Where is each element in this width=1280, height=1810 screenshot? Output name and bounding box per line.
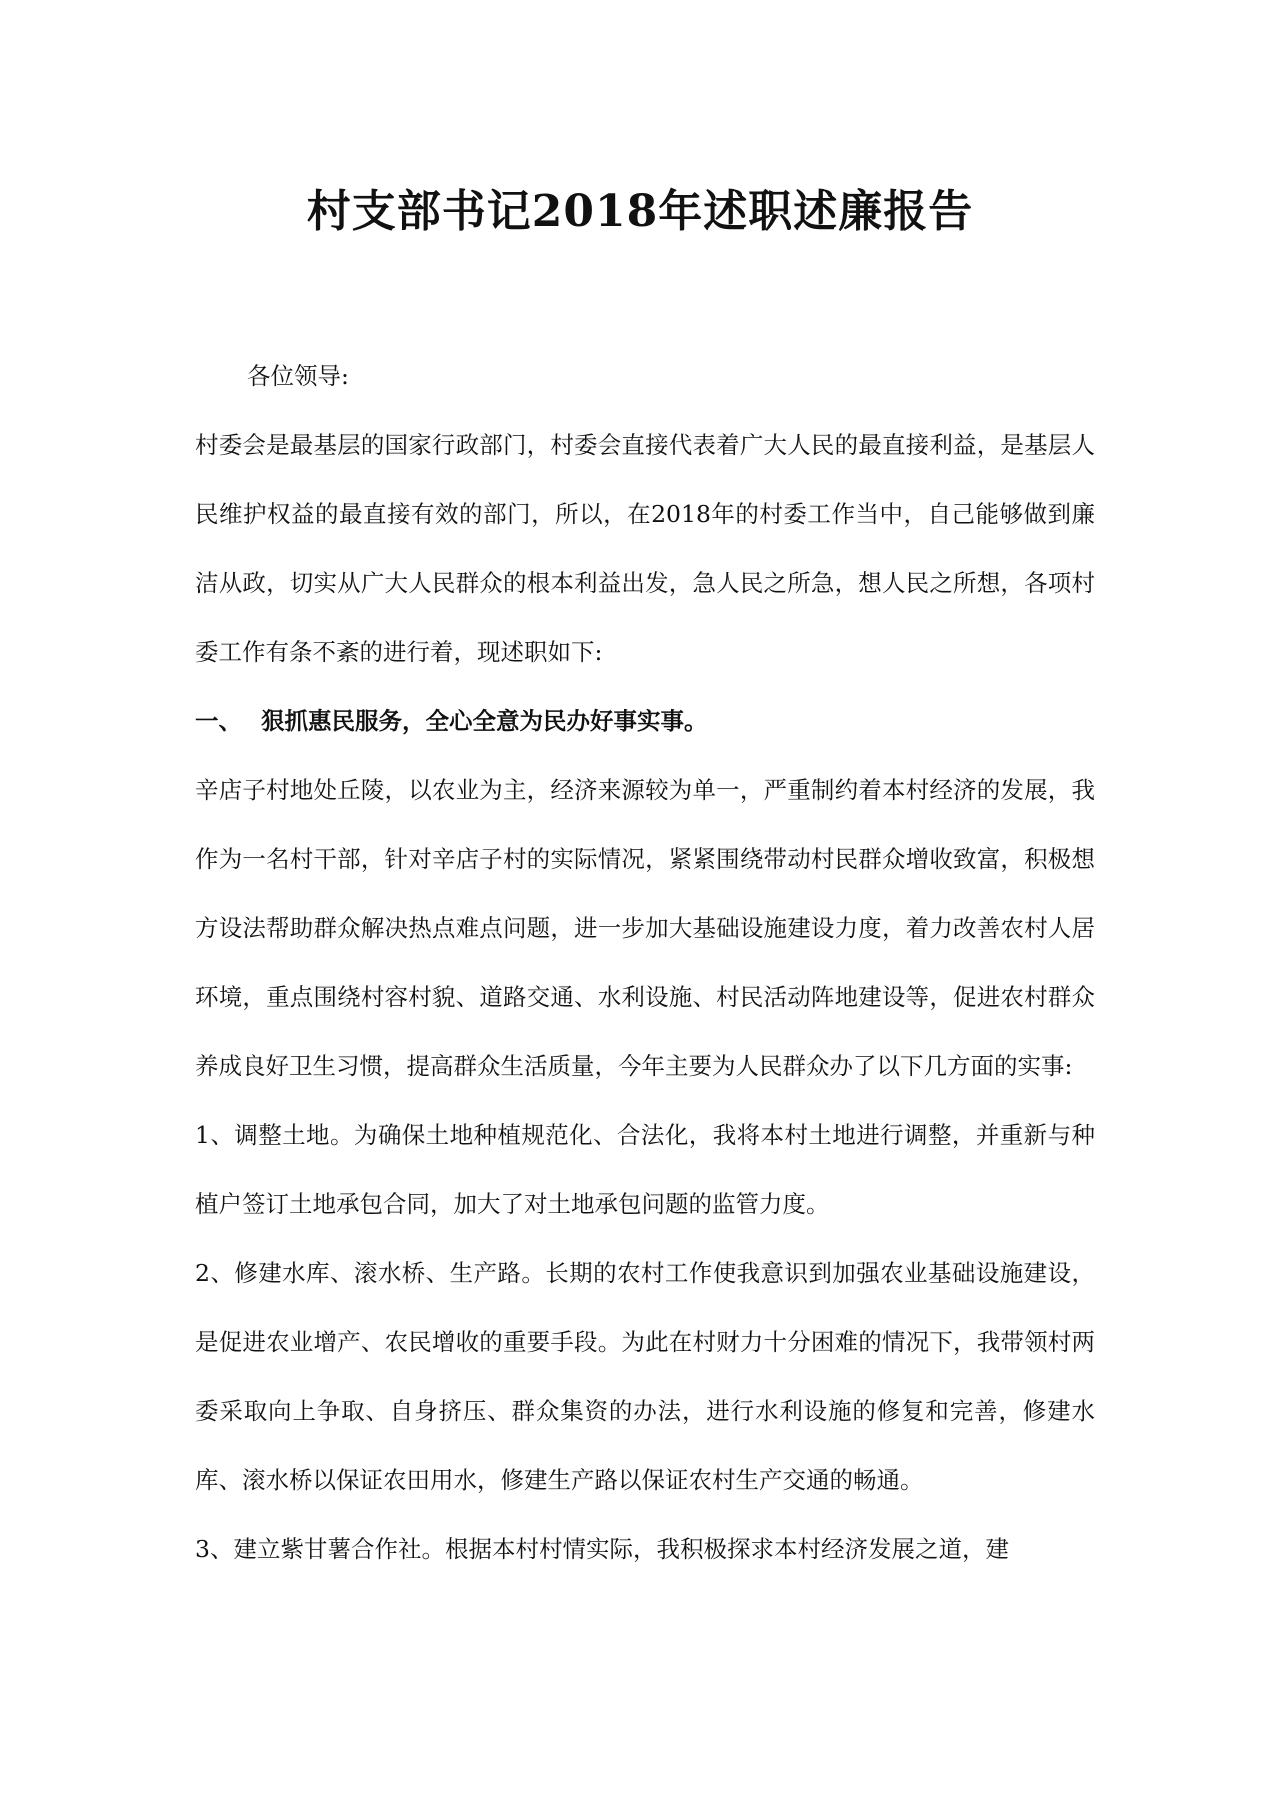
document-title: 村支部书记2018年述职述廉报告 bbox=[306, 186, 974, 237]
intro-paragraph: 村委会是最基层的国家行政部门，村委会直接代表着广大人民的最直接利益，是基层人民维护权益的最直接有效的部门，所以，在2018年的村委工作当中，自己能够做到廉洁从政，切实从广大人民群众的根本利益出发，急人民之所急，想人民之所想，各项村委工作有条不紊的进行着，现述职如下: bbox=[195, 431, 1095, 666]
salutation: 各位领导: bbox=[247, 362, 349, 390]
section-heading bbox=[195, 687, 1095, 756]
section-heading-text: 狠抓惠民服务，全心全意为民办好事实事。 bbox=[261, 707, 708, 735]
list-item: 2、修建水库、滚水桥、生产路。长期的农村工作使我意识到加强农业基础设施建设，是促进农业增产、农民增收的重要手段。为此在村财力十分困难的情况下，我带领村两委采取向上争取、自身挤压、群众集资的办法，进行水利设施的修复和完善，修建水库、滚水桥以保证农田用水，修建生产路以保证农村生产交通的畅通。 bbox=[195, 1259, 1095, 1494]
section-number: 一、 bbox=[195, 707, 242, 735]
list-item: 1、调整土地。为确保土地种植规范化、合法化，我将本村土地进行调整，并重新与种植户签订土地承包合同，加大了对土地承包问题的监管力度。 bbox=[195, 1121, 1095, 1218]
document-body bbox=[195, 342, 1095, 1584]
section-intro-paragraph: 辛店子村地处丘陵，以农业为主，经济来源较为单一，严重制约着本村经济的发展，我作为一名村干部，针对辛店子村的实际情况，紧紧围绕带动村民群众增收致富，积极想方设法帮助群众解决热点难点问题，进一步加大基础设施建设力度，着力改善农村人居环境，重点围绕村容村貌、道路交通、水利设施、村民活动阵地建设等，促进农村群众养成良好卫生习惯，提高群众生活质量，今年主要为人民群众办了以下几方面的实事: bbox=[195, 776, 1095, 1080]
list-item: 3、建立紫甘薯合作社。根据本村村情实际，我积极探求本村经济发展之道，建 bbox=[195, 1535, 1009, 1563]
